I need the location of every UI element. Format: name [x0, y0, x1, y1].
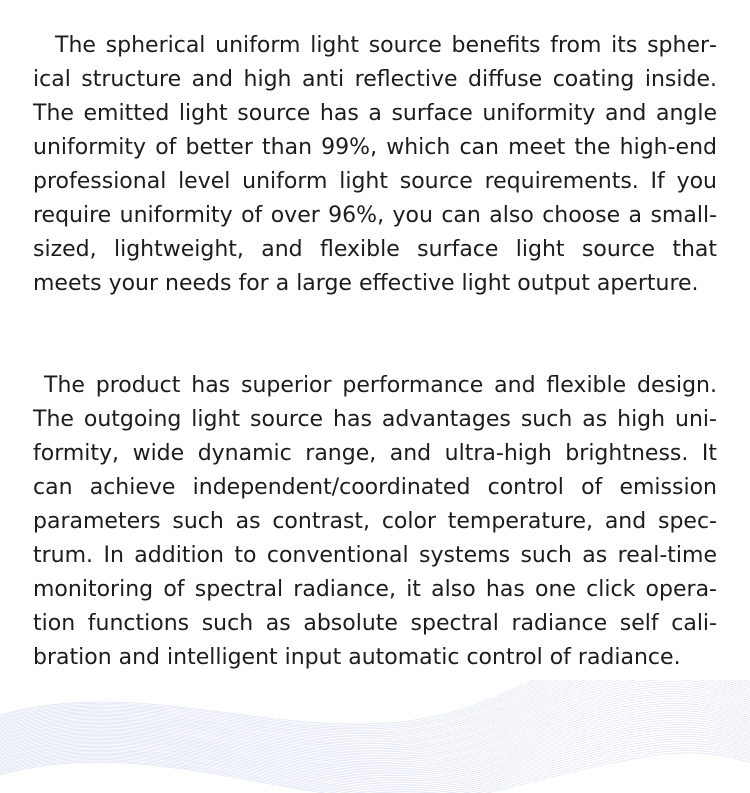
- paragraph-performance: The product has superior performance and flexible design. The outgoing light source has advantages such as high uniformity, wide dynamic range, and ultra-high brightness. It can achieve independent/coordinated control of emission parameters such as contrast, color temperature, and spectrum. In addition to conventional systems such as real-time monitoring of spectral radiance, it also has one click operation functions such as absolute spectral radiance self calibration and intelligent input automatic control of radiance.: [33, 373, 717, 670]
- wave-lines-decoration: [0, 680, 750, 793]
- wave-line: [0, 680, 750, 731]
- paragraph-uniformity: The spherical uniform light source benefits from its spherical structure and high anti reflective diffuse coating inside. The emitted light source has a surface uniformity and angle uniformity of better than 99%, which can meet the high-end professional level uniform light source requirements. If you require uniformity of over 96%, you can also choose a small-sized, lightweight, and flexible surface light source that meets your needs for a large effective light output aperture.: [33, 33, 717, 296]
